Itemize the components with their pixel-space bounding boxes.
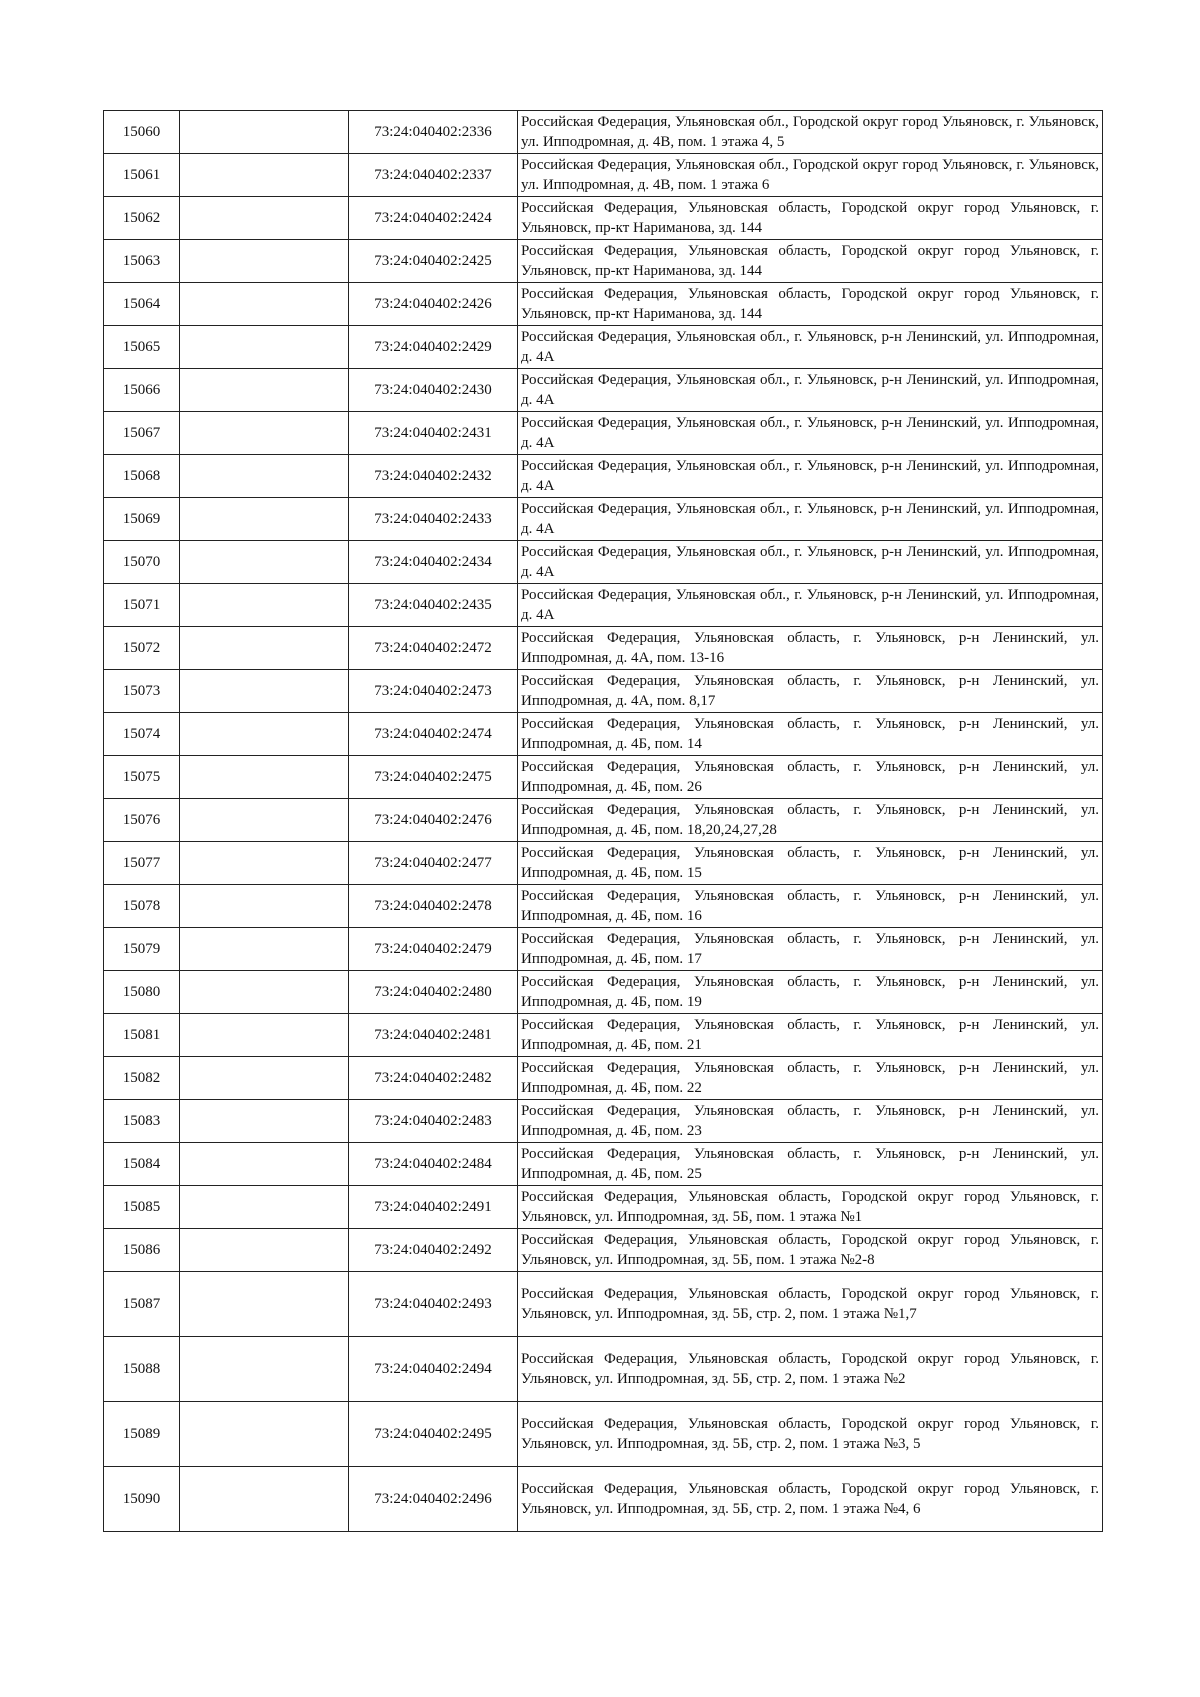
cadastral-number-cell: 73:24:040402:2481 [349,1014,518,1057]
cadastral-number-cell: 73:24:040402:2484 [349,1143,518,1186]
cadastral-number-cell: 73:24:040402:2491 [349,1186,518,1229]
row-number-cell: 15078 [104,885,180,928]
table-row [104,1402,1103,1467]
empty-cell [180,283,349,326]
row-number-cell: 15086 [104,1229,180,1272]
address-cell: Российская Федерация, Ульяновская область, Городской округ город Ульяновск, г. Ульяновск, ул. Ипподромная, зд. 5Б, стр. 2, пом. 1 этажа №1,7 [518,1272,1103,1337]
cadastral-number-cell: 73:24:040402:2476 [349,799,518,842]
row-number-cell: 15068 [104,455,180,498]
row-number-cell: 15088 [104,1337,180,1402]
address-cell: Российская Федерация, Ульяновская область, Городской округ город Ульяновск, г. Ульяновск, ул. Ипподромная, зд. 5Б, стр. 2, пом. 1 этажа №4, 6 [518,1467,1103,1532]
address-cell: Российская Федерация, Ульяновская область, Городской округ город Ульяновск, г. Ульяновск, пр-кт Нариманова, зд. 144 [518,283,1103,326]
empty-cell [180,928,349,971]
table-row [104,1143,1103,1186]
empty-cell [180,1143,349,1186]
cadastral-number-cell: 73:24:040402:2479 [349,928,518,971]
address-cell: Российская Федерация, Ульяновская обл., г. Ульяновск, р-н Ленинский, ул. Ипподромная, д. 4А [518,369,1103,412]
row-number-cell: 15067 [104,412,180,455]
row-number-cell: 15084 [104,1143,180,1186]
empty-cell [180,1057,349,1100]
table-row [104,1337,1103,1402]
table-row [104,1467,1103,1532]
row-number-cell: 15075 [104,756,180,799]
row-number-cell: 15069 [104,498,180,541]
row-number-cell: 15079 [104,928,180,971]
row-number-cell: 15076 [104,799,180,842]
empty-cell [180,756,349,799]
address-cell: Российская Федерация, Ульяновская область, Городской округ город Ульяновск, г. Ульяновск, ул. Ипподромная, зд. 5Б, пом. 1 этажа №1 [518,1186,1103,1229]
cadastral-number-cell: 73:24:040402:2495 [349,1402,518,1467]
empty-cell [180,1014,349,1057]
table-row [104,326,1103,369]
empty-cell [180,670,349,713]
row-number-cell: 15071 [104,584,180,627]
address-cell: Российская Федерация, Ульяновская область, г. Ульяновск, р-н Ленинский, ул. Ипподромная, д. 4Б, пом. 23 [518,1100,1103,1143]
cadastral-number-cell: 73:24:040402:2435 [349,584,518,627]
address-cell: Российская Федерация, Ульяновская обл., г. Ульяновск, р-н Ленинский, ул. Ипподромная, д. 4А [518,584,1103,627]
row-number-cell: 15081 [104,1014,180,1057]
address-cell: Российская Федерация, Ульяновская область, г. Ульяновск, р-н Ленинский, ул. Ипподромная, д. 4Б, пом. 14 [518,713,1103,756]
empty-cell [180,1337,349,1402]
empty-cell [180,1272,349,1337]
empty-cell [180,584,349,627]
address-cell: Российская Федерация, Ульяновская область, г. Ульяновск, р-н Ленинский, ул. Ипподромная, д. 4Б, пом. 16 [518,885,1103,928]
table-row [104,1229,1103,1272]
address-cell: Российская Федерация, Ульяновская обл., г. Ульяновск, р-н Ленинский, ул. Ипподромная, д. 4А [518,498,1103,541]
row-number-cell: 15062 [104,197,180,240]
cadastral-number-cell: 73:24:040402:2472 [349,627,518,670]
cadastral-number-cell: 73:24:040402:2475 [349,756,518,799]
row-number-cell: 15085 [104,1186,180,1229]
cadastral-number-cell: 73:24:040402:2483 [349,1100,518,1143]
empty-cell [180,455,349,498]
row-number-cell: 15066 [104,369,180,412]
cadastral-number-cell: 73:24:040402:2434 [349,541,518,584]
table-row [104,584,1103,627]
empty-cell [180,541,349,584]
table-row [104,928,1103,971]
address-cell: Российская Федерация, Ульяновская область, Городской округ город Ульяновск, г. Ульяновск, пр-кт Нариманова, зд. 144 [518,197,1103,240]
table-row [104,1014,1103,1057]
address-cell: Российская Федерация, Ульяновская обл., Городской округ город Ульяновск, г. Ульяновск, ул. Ипподромная, д. 4В, пом. 1 этажа 4, 5 [518,111,1103,154]
cadastral-number-cell: 73:24:040402:2477 [349,842,518,885]
cadastral-number-cell: 73:24:040402:2431 [349,412,518,455]
cadastral-number-cell: 73:24:040402:2336 [349,111,518,154]
cadastral-number-cell: 73:24:040402:2496 [349,1467,518,1532]
table-row [104,799,1103,842]
table-row [104,455,1103,498]
cadastral-number-cell: 73:24:040402:2432 [349,455,518,498]
cadastral-number-cell: 73:24:040402:2482 [349,1057,518,1100]
cadastral-number-cell: 73:24:040402:2474 [349,713,518,756]
table-row [104,1100,1103,1143]
cadastral-number-cell: 73:24:040402:2424 [349,197,518,240]
table-row [104,240,1103,283]
table-row [104,756,1103,799]
address-cell: Российская Федерация, Ульяновская область, г. Ульяновск, р-н Ленинский, ул. Ипподромная, д. 4Б, пом. 21 [518,1014,1103,1057]
table-row [104,541,1103,584]
cadastral-number-cell: 73:24:040402:2494 [349,1337,518,1402]
row-number-cell: 15073 [104,670,180,713]
row-number-cell: 15070 [104,541,180,584]
row-number-cell: 15077 [104,842,180,885]
address-cell: Российская Федерация, Ульяновская область, г. Ульяновск, р-н Ленинский, ул. Ипподромная, д. 4Б, пом. 17 [518,928,1103,971]
table-row [104,627,1103,670]
cadastral-number-cell: 73:24:040402:2480 [349,971,518,1014]
empty-cell [180,713,349,756]
table-row [104,369,1103,412]
address-cell: Российская Федерация, Ульяновская обл., г. Ульяновск, р-н Ленинский, ул. Ипподромная, д. 4А [518,541,1103,584]
row-number-cell: 15082 [104,1057,180,1100]
empty-cell [180,240,349,283]
address-cell: Российская Федерация, Ульяновская обл., Городской округ город Ульяновск, г. Ульяновск, ул. Ипподромная, д. 4В, пом. 1 этажа 6 [518,154,1103,197]
row-number-cell: 15065 [104,326,180,369]
row-number-cell: 15080 [104,971,180,1014]
empty-cell [180,369,349,412]
table-row [104,111,1103,154]
row-number-cell: 15083 [104,1100,180,1143]
address-cell: Российская Федерация, Ульяновская область, г. Ульяновск, р-н Ленинский, ул. Ипподромная, д. 4А, пом. 8,17 [518,670,1103,713]
address-cell: Российская Федерация, Ульяновская область, Городской округ город Ульяновск, г. Ульяновск, ул. Ипподромная, зд. 5Б, стр. 2, пом. 1 этажа №3, 5 [518,1402,1103,1467]
empty-cell [180,1467,349,1532]
row-number-cell: 15090 [104,1467,180,1532]
row-number-cell: 15063 [104,240,180,283]
table-row [104,283,1103,326]
empty-cell [180,412,349,455]
empty-cell [180,111,349,154]
row-number-cell: 15060 [104,111,180,154]
address-cell: Российская Федерация, Ульяновская область, г. Ульяновск, р-н Ленинский, ул. Ипподромная, д. 4Б, пом. 22 [518,1057,1103,1100]
cadastral-number-cell: 73:24:040402:2430 [349,369,518,412]
table-row [104,197,1103,240]
address-cell: Российская Федерация, Ульяновская область, Городской округ город Ульяновск, г. Ульяновск, ул. Ипподромная, зд. 5Б, пом. 1 этажа №2-8 [518,1229,1103,1272]
empty-cell [180,627,349,670]
cadastral-number-cell: 73:24:040402:2473 [349,670,518,713]
empty-cell [180,197,349,240]
table-row [104,1057,1103,1100]
address-cell: Российская Федерация, Ульяновская область, г. Ульяновск, р-н Ленинский, ул. Ипподромная, д. 4А, пом. 13-16 [518,627,1103,670]
row-number-cell: 15072 [104,627,180,670]
address-cell: Российская Федерация, Ульяновская область, г. Ульяновск, р-н Ленинский, ул. Ипподромная, д. 4Б, пом. 26 [518,756,1103,799]
address-cell: Российская Федерация, Ульяновская область, г. Ульяновск, р-н Ленинский, ул. Ипподромная, д. 4Б, пом. 19 [518,971,1103,1014]
row-number-cell: 15074 [104,713,180,756]
empty-cell [180,1229,349,1272]
empty-cell [180,326,349,369]
table-row [104,412,1103,455]
document-page [103,110,1102,1532]
cadastral-number-cell: 73:24:040402:2493 [349,1272,518,1337]
empty-cell [180,154,349,197]
cadastral-number-cell: 73:24:040402:2337 [349,154,518,197]
table-row [104,885,1103,928]
table-row [104,498,1103,541]
empty-cell [180,842,349,885]
cadastral-number-cell: 73:24:040402:2426 [349,283,518,326]
table-row [104,670,1103,713]
address-cell: Российская Федерация, Ульяновская обл., г. Ульяновск, р-н Ленинский, ул. Ипподромная, д. 4А [518,326,1103,369]
address-cell: Российская Федерация, Ульяновская область, Городской округ город Ульяновск, г. Ульяновск, пр-кт Нариманова, зд. 144 [518,240,1103,283]
cadastral-number-cell: 73:24:040402:2425 [349,240,518,283]
address-cell: Российская Федерация, Ульяновская обл., г. Ульяновск, р-н Ленинский, ул. Ипподромная, д. 4А [518,412,1103,455]
table-row [104,154,1103,197]
address-cell: Российская Федерация, Ульяновская обл., г. Ульяновск, р-н Ленинский, ул. Ипподромная, д. 4А [518,455,1103,498]
empty-cell [180,1402,349,1467]
table-row [104,842,1103,885]
registry-table-body [104,111,1103,1532]
cadastral-number-cell: 73:24:040402:2492 [349,1229,518,1272]
empty-cell [180,1186,349,1229]
cadastral-number-cell: 73:24:040402:2433 [349,498,518,541]
table-row [104,971,1103,1014]
row-number-cell: 15089 [104,1402,180,1467]
empty-cell [180,885,349,928]
table-row [104,1272,1103,1337]
address-cell: Российская Федерация, Ульяновская область, г. Ульяновск, р-н Ленинский, ул. Ипподромная, д. 4Б, пом. 18,20,24,27,28 [518,799,1103,842]
cadastral-number-cell: 73:24:040402:2429 [349,326,518,369]
row-number-cell: 15087 [104,1272,180,1337]
cadastral-number-cell: 73:24:040402:2478 [349,885,518,928]
empty-cell [180,799,349,842]
empty-cell [180,1100,349,1143]
address-cell: Российская Федерация, Ульяновская область, Городской округ город Ульяновск, г. Ульяновск, ул. Ипподромная, зд. 5Б, стр. 2, пом. 1 этажа №2 [518,1337,1103,1402]
row-number-cell: 15064 [104,283,180,326]
empty-cell [180,971,349,1014]
table-row [104,1186,1103,1229]
address-cell: Российская Федерация, Ульяновская область, г. Ульяновск, р-н Ленинский, ул. Ипподромная, д. 4Б, пом. 15 [518,842,1103,885]
registry-table [103,110,1103,1532]
row-number-cell: 15061 [104,154,180,197]
address-cell: Российская Федерация, Ульяновская область, г. Ульяновск, р-н Ленинский, ул. Ипподромная, д. 4Б, пом. 25 [518,1143,1103,1186]
table-row [104,713,1103,756]
empty-cell [180,498,349,541]
